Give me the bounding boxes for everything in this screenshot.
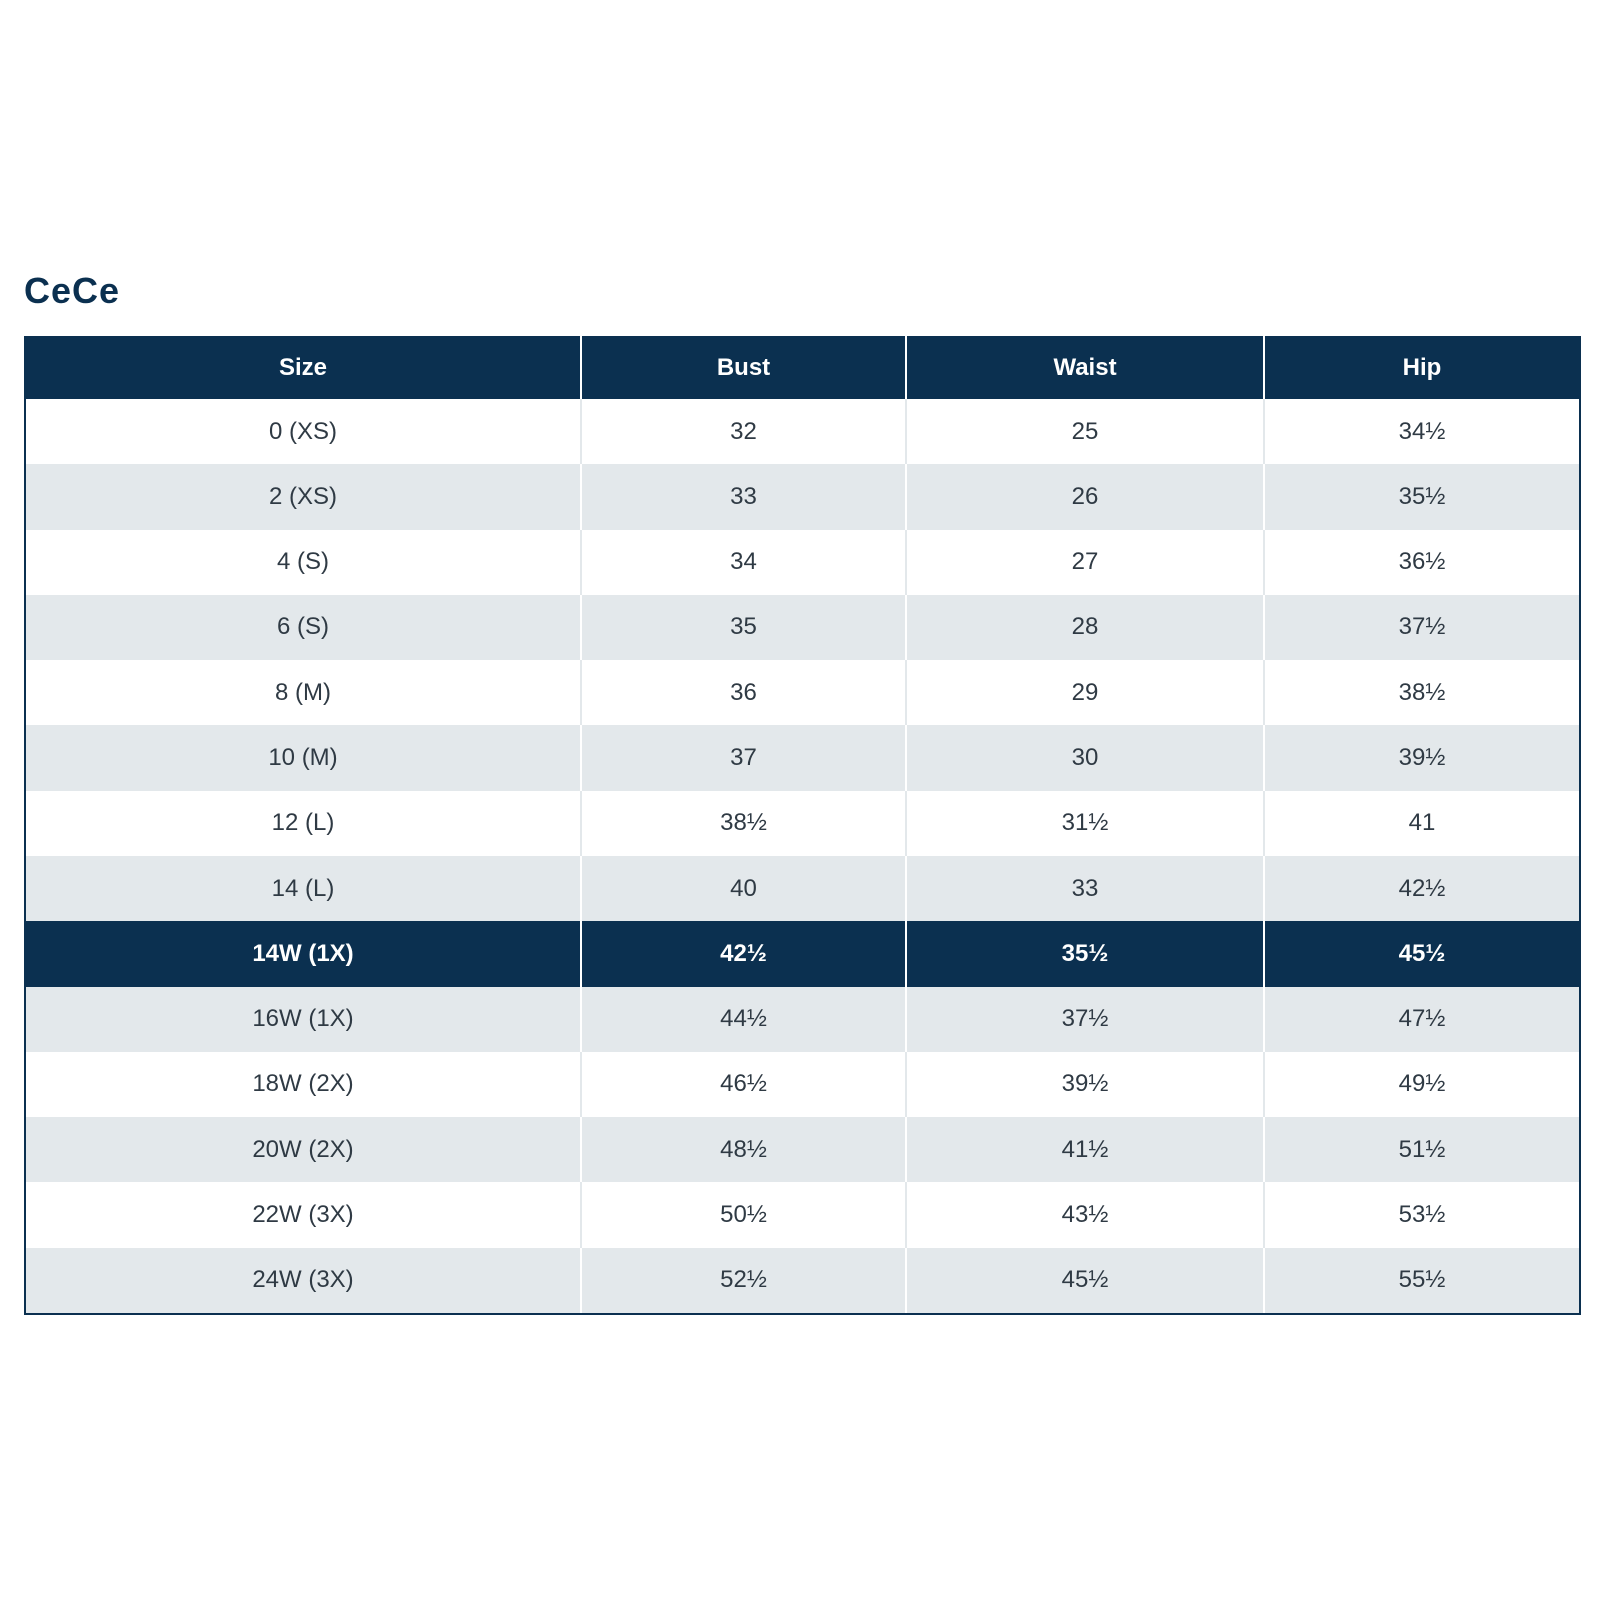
cell-size: 4 (S) (276, 548, 329, 576)
column-header-hip: Hip (1264, 336, 1579, 399)
table-row (26, 399, 1579, 464)
cell-waist: 33 (906, 856, 1264, 921)
size-table (26, 336, 1579, 1313)
cell-hip: 39½ (1264, 725, 1579, 790)
cell-size: 0 (XS) (268, 417, 337, 445)
cell-hip: 49½ (1264, 1052, 1579, 1117)
cell-hip: 36½ (1264, 530, 1579, 595)
cell-hip: 42½ (1264, 856, 1579, 921)
cell-bust: 50½ (581, 1182, 906, 1247)
cell-hip: 45½ (1264, 921, 1579, 986)
table-row-highlighted (26, 921, 1579, 986)
cell-waist: 37½ (906, 987, 1264, 1052)
cell-size: 2 (XS) (268, 482, 337, 510)
table-row (26, 1052, 1579, 1117)
cell-waist: 30 (906, 725, 1264, 790)
cell-size: 6 (S) (276, 613, 329, 641)
cell-bust: 52½ (581, 1248, 906, 1313)
cell-hip: 37½ (1264, 595, 1579, 660)
cell-hip: 35½ (1264, 464, 1579, 529)
cell-waist: 27 (906, 530, 1264, 595)
table-header-row (26, 336, 1579, 399)
cell-hip: 55½ (1264, 1248, 1579, 1313)
cell-waist: 25 (906, 399, 1264, 464)
cell-waist: 43½ (906, 1182, 1264, 1247)
cell-bust: 32 (581, 399, 906, 464)
cell-size: 14W (1X) (252, 939, 354, 967)
table-row (26, 1182, 1579, 1247)
table-row (26, 1248, 1579, 1313)
cell-waist: 41½ (906, 1117, 1264, 1182)
cell-hip: 38½ (1264, 660, 1579, 725)
table-row (26, 987, 1579, 1052)
cell-size: 14 (L) (271, 874, 335, 902)
cell-hip: 51½ (1264, 1117, 1579, 1182)
cell-waist: 35½ (906, 921, 1264, 986)
cell-hip: 47½ (1264, 987, 1579, 1052)
table-row (26, 530, 1579, 595)
column-header-size: Size (278, 353, 328, 381)
cell-bust: 38½ (581, 791, 906, 856)
cell-bust: 33 (581, 464, 906, 529)
cell-waist: 29 (906, 660, 1264, 725)
table-row (26, 660, 1579, 725)
cell-hip: 53½ (1264, 1182, 1579, 1247)
cell-bust: 35 (581, 595, 906, 660)
cell-size: 22W (3X) (252, 1201, 354, 1229)
table-row (26, 856, 1579, 921)
table-row (26, 791, 1579, 856)
table-row (26, 464, 1579, 529)
cell-hip: 41 (1264, 791, 1579, 856)
cell-waist: 45½ (906, 1248, 1264, 1313)
column-header-waist: Waist (906, 336, 1264, 399)
cell-hip: 34½ (1264, 399, 1579, 464)
table-row (26, 1117, 1579, 1182)
cell-waist: 31½ (906, 791, 1264, 856)
table-row (26, 595, 1579, 660)
cell-size: 16W (1X) (252, 1005, 354, 1033)
cell-bust: 48½ (581, 1117, 906, 1182)
cell-size: 12 (L) (271, 809, 335, 837)
cell-size: 20W (2X) (252, 1135, 354, 1163)
size-chart (24, 336, 1581, 1315)
brand-title: CeCe (24, 270, 121, 311)
cell-bust: 37 (581, 725, 906, 790)
cell-bust: 46½ (581, 1052, 906, 1117)
cell-bust: 34 (581, 530, 906, 595)
cell-waist: 39½ (906, 1052, 1264, 1117)
table-row (26, 725, 1579, 790)
cell-bust: 44½ (581, 987, 906, 1052)
cell-waist: 26 (906, 464, 1264, 529)
cell-size: 10 (M) (268, 744, 338, 772)
column-header-bust: Bust (581, 336, 906, 399)
table-body (26, 399, 1579, 1313)
cell-size: 8 (M) (275, 678, 331, 706)
cell-bust: 40 (581, 856, 906, 921)
cell-size: 18W (2X) (252, 1070, 354, 1098)
cell-size: 24W (3X) (252, 1266, 354, 1294)
cell-bust: 42½ (581, 921, 906, 986)
cell-bust: 36 (581, 660, 906, 725)
cell-waist: 28 (906, 595, 1264, 660)
